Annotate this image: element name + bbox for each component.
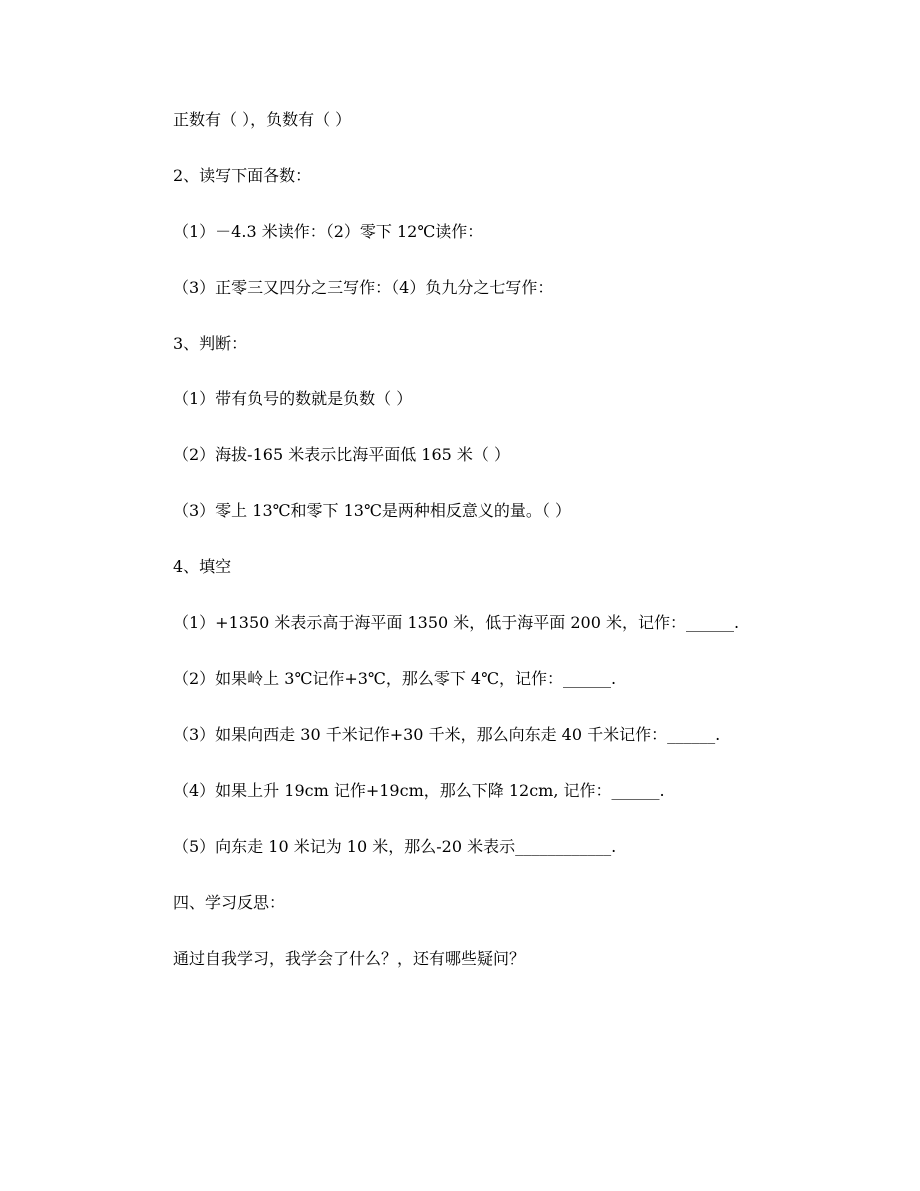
positive-negative-blanks: 正数有（ ），负数有（ ）: [173, 110, 352, 129]
question-4-item-1: （1）+1350 米表示高于海平面 1350 米，低于海平面 200 米，记作：______.: [173, 613, 740, 632]
question-3-item-1: （1）带有负号的数就是负数（ ）: [173, 389, 413, 408]
question-4-heading: 4、填空: [173, 557, 232, 576]
question-3-item-2: （2）海拔-165 米表示比海平面低 165 米（ ）: [173, 445, 511, 464]
question-4-item-2: （2）如果岭上 3℃记作+3℃，那么零下 4℃，记作：______.: [173, 669, 617, 688]
question-3-item-3: （3）零上 13℃和零下 13℃是两种相反意义的量。（ ）: [173, 501, 571, 520]
question-3-heading: 3、判断：: [173, 334, 248, 353]
question-2-heading: 2、读写下面各数：: [173, 166, 312, 185]
question-4-item-3: （3）如果向西走 30 千米记作+30 千米，那么向东走 40 千米记作：______.: [173, 725, 721, 744]
question-2-item-3-4: （3）正零三又四分之三写作：（4）负九分之七写作：: [173, 278, 554, 297]
question-4-item-4: （4）如果上升 19cm 记作+19cm，那么下降 12cm, 记作：______.: [173, 781, 665, 800]
question-2-item-1-2: （1）－4.3 米读作：（2）零下 12℃读作：: [173, 222, 484, 241]
question-4-item-5: （5）向东走 10 米记为 10 米，那么-20 米表示____________.: [173, 837, 617, 856]
reflection-prompt: 通过自我学习，我学会了什么？，还有哪些疑问？: [173, 949, 526, 968]
section-4-heading: 四、学习反思：: [173, 893, 286, 912]
